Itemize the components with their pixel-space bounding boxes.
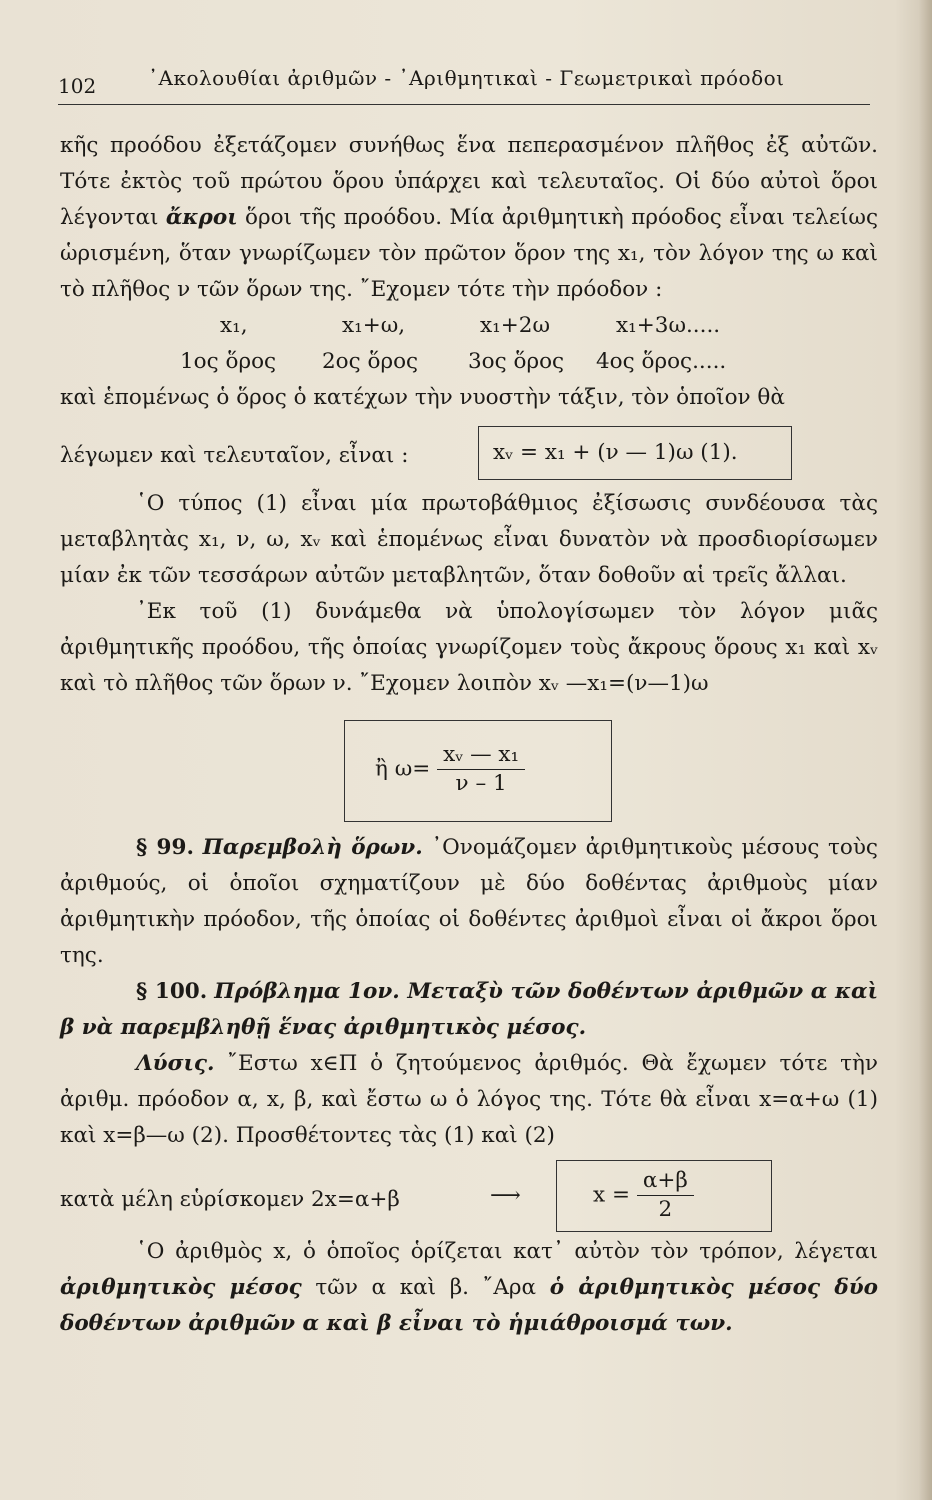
paragraph-ratio: ᾿Εκ τοῦ (1) δυνάμεθα νὰ ὑπολογίσωμεν τὸν λόγον μιᾶς ἀριθμητικῆς προόδου, τῆς ὁποίας γνωρίζομεν τοὺς ἄκρους ὅρους x₁ καὶ xᵥ καὶ τὸ πλῆθος τῶν ὅρων ν. ῎Εχομεν λοιπὸν xᵥ —x₁=(ν—1)ω <box>60 599 878 696</box>
formula-1-row: λέγωμεν καὶ τελευταῖον, εἶναι : xᵥ = x₁ + (ν — 1)ω (1). <box>60 416 878 486</box>
section-100-title: Πρόβλημα 1ον. Μεταξὺ τῶν δοθέντων ἀριθμῶν α καὶ β νὰ παρεμβληθῇ ἕνας ἀριθμητικὸς μέσος. <box>60 979 879 1040</box>
sequence-labels: 1ος ὅρος 2ος ὅρος 3ος ὅρος 4ος ὅρος..... <box>180 349 727 374</box>
result-box <box>556 1160 772 1232</box>
page-body <box>60 128 878 1342</box>
paragraph-equation: ῾Ο τύπος (1) εἶναι μία πρωτοβάθμιος ἐξίσωσις συνδέουσα τὰς μεταβλητὰς x₁, ν, ω, xᵥ καὶ ἑπομένως εἶναι δυνατὸν νὰ προσδιορίσωμεν μίαν ἐκ τῶν τεσσάρων αὐτῶν μεταβλητῶν, ὅταν δοθοῦν αἱ τρεῖς ἄλλαι. <box>60 491 878 588</box>
formula-2-box <box>344 720 612 822</box>
formula-1: xᵥ = x₁ + (ν — 1)ω (1). <box>493 440 738 465</box>
running-title: ᾿Ακολουθίαι ἀριθμῶν - ᾿Αριθμητικαὶ - Γεωμετρικαὶ πρόοδοι <box>148 66 785 90</box>
conclusion-statement: ὁ ἀριθμητικὸς μέσος δύο δοθέντων ἀριθμῶν α καὶ β εἶναι τὸ ἡμιάθροισμά των. <box>60 1275 878 1336</box>
formula-2: ἢ ω= $\frac{\text{xᵥ — x₁}}{\nu - 1}$ <box>375 741 525 798</box>
formula-2-row <box>60 702 878 830</box>
header-rule <box>58 104 870 105</box>
paragraph-intro: κῆς προόδου ἐξετάζομεν συνήθως ἕνα πεπερασμένον πλῆθος ἐξ αὐτῶν. Τότε ἐκτὸς τοῦ πρώτου ὅρου ὑπάρχει καὶ τελευταῖος. Οἱ δύο αὐτοὶ ὅροι λέγονται ἄκροι ὅροι τῆς προόδου. Μία ἀριθμητικὴ πρόοδος εἶναι τελείως ὡρισμένη, ὅταν γνωρίζωμεν τὸν πρῶτον ὅρον της x₁, τὸν λόγον της ω καὶ τὸ πλῆθος ν τῶν ὅρων της. ῎Εχομεν τότε τὴν πρόοδον : <box>60 133 878 302</box>
paragraph-last-term: καὶ ἑπομένως ὁ ὅρος ὁ κατέχων τὴν νυοστὴν τάξιν, τὸν ὁποῖον θὰ <box>60 385 785 410</box>
implies-arrow: ⟶ <box>490 1183 521 1208</box>
solution: Λύσις. ῎Εστω x∈Π ὁ ζητούμενος ἀριθμός. Θὰ ἔχωμεν τότε τὴν ἀριθμ. πρόοδον α, x, β, καὶ ἔστω ω ὁ λόγος της. Τότε θὰ εἶναι x=α+ω (1) καὶ x=β—ω (2). Προσθέτοντες τὰς (1) καὶ (2) <box>60 1051 879 1148</box>
term-akroi: ἄκροι <box>165 205 238 230</box>
result-formula: x = $\frac{\alpha+\beta}{2}$ <box>593 1167 694 1224</box>
page-number: 102 <box>58 74 97 98</box>
formula-1-box <box>478 426 792 480</box>
solution-label: Λύσις. <box>136 1051 215 1076</box>
term-arithmetic-mean: ἀριθμητικὸς μέσος <box>60 1275 302 1300</box>
section-99-title: Παρεμβολὴ ὅρων. <box>202 835 423 860</box>
section-100: § 100. Πρόβλημα 1ον. Μεταξὺ τῶν δοθέντων ἀριθμῶν α καὶ β νὰ παρεμβληθῇ ἕνας ἀριθμητικὸς μέσος. <box>60 979 879 1040</box>
paragraph-conclusion: ῾Ο ἀριθμὸς x, ὁ ὁποῖος ὁρίζεται κατ᾿ αὐτὸν τὸν τρόπον, λέγεται ἀριθμητικὸς μέσος τῶν α καὶ β. ῎Αρα ὁ ἀριθμητικὸς μέσος δύο δοθέντων ἀριθμῶν α καὶ β εἶναι τὸ ἡμιάθροισμά των. <box>60 1239 878 1336</box>
page-edge <box>918 0 932 1500</box>
result-row: κατὰ μέλη εὑρίσκομεν 2x=α+β ⟶ x = $\frac{\alpha+\beta}{2}$ <box>60 1154 878 1234</box>
sequence-terms: x₁, x₁+ω, x₁+2ω x₁+3ω..... <box>220 313 721 338</box>
section-99: § 99. Παρεμβολὴ ὅρων. ᾿Ονομάζομεν ἀριθμητικοὺς μέσους τοὺς ἀριθμούς, οἱ ὁποῖοι σχηματίζουν μὲ δύο δοθέντας ἀριθμοὺς μίαν ἀριθμητικὴν πρόοδον, τῆς ὁποίας οἱ δοθέντες ἀριθμοὶ εἶναι οἱ ἄκροι ὅροι της. <box>60 835 878 968</box>
